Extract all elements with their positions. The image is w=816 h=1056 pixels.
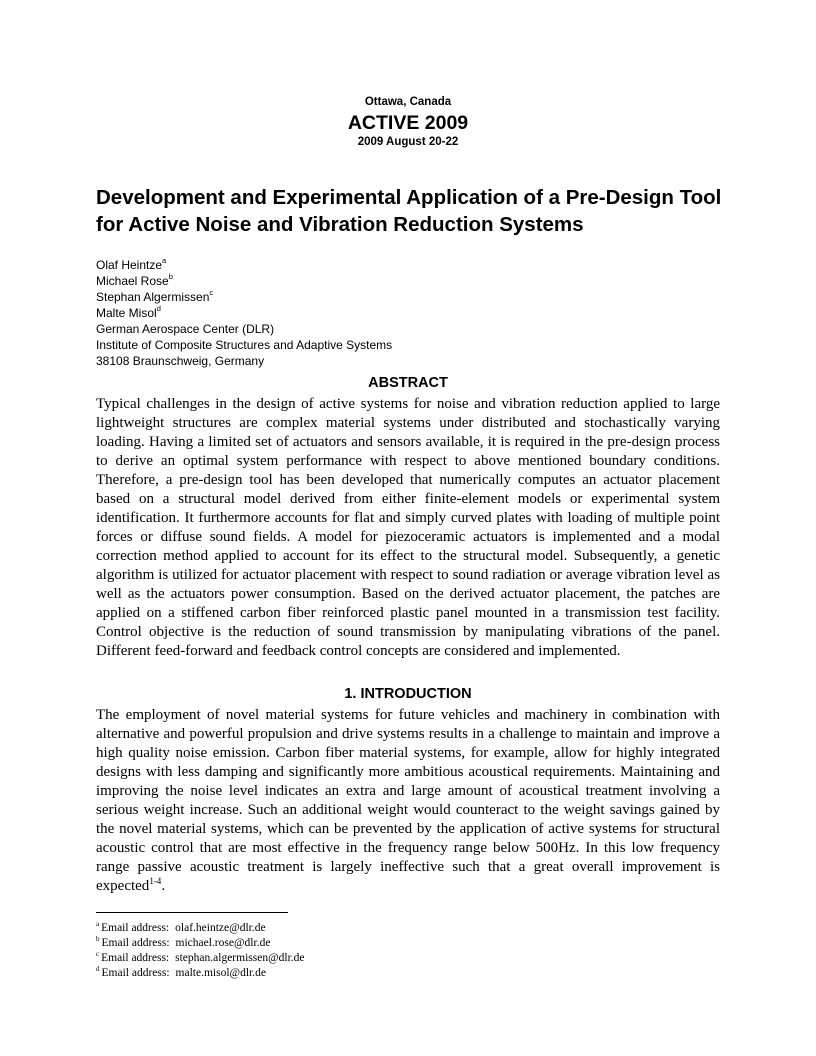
- introduction-body: The employment of novel material systems for future vehicles and machinery in combination with alternative and powerful propulsion and drive systems results in a challenge to maintain and improve a high quality noise emission. Carbon fiber material systems, for example, allow for highly integrated designs with less damping and significantly more ambitious acoustical requirements. Maintaining and improving the noise level indicates an extra and large amount of acoustical treatment involving a serious weight increase. Such an additional weight would counteract to the weight savings gained by the novel material systems, which can be prevented by the application of active systems for structural acoustic control that are most effective in the frequency range below 500Hz. In this low frequency range passive acoustic treatment is largely ineffective such that a great overall improvement is expected: [96, 707, 720, 894]
- abstract-heading: ABSTRACT: [368, 375, 448, 391]
- citation-ref[interactable]: 1-4: [149, 876, 162, 886]
- author: Stephan Algermissen$^c$: [96, 288, 214, 304]
- conference-location: Ottawa, Canada: [364, 96, 452, 108]
- introduction-text: [96, 706, 720, 896]
- email-link[interactable]: stephan.algermissen@dlr.de: [175, 952, 305, 964]
- affiliation-address: 38108 Braunschweig, Germany: [96, 354, 265, 368]
- footnote: $^a$ Email address: olaf.heintze@dlr.de: [96, 920, 266, 934]
- introduction-heading: 1. INTRODUCTION: [344, 686, 472, 702]
- affiliation-institute: Institute of Composite Structures and Adaptive Systems: [96, 338, 393, 352]
- email-link[interactable]: malte.misol@dlr.de: [175, 967, 266, 979]
- footnotes: [96, 921, 305, 981]
- author-mark: b: [168, 272, 173, 281]
- author-mark: a: [162, 256, 167, 265]
- affiliation-organization: German Aerospace Center (DLR): [96, 322, 275, 336]
- author: Michael Rose$^b$: [96, 272, 173, 288]
- email-link[interactable]: olaf.heintze@dlr.de: [175, 922, 266, 934]
- author: Olaf Heintze$^a$: [96, 256, 167, 272]
- footnote: $^b$ Email address: michael.rose@dlr.de: [96, 935, 271, 949]
- email-link[interactable]: michael.rose@dlr.de: [175, 937, 271, 949]
- introduction-tail: .: [161, 878, 166, 894]
- conference-name: ACTIVE 2009: [347, 112, 469, 134]
- footnote-divider: [96, 912, 288, 913]
- author-mark: d: [156, 304, 161, 313]
- paper-title: Development and Experimental Application of a Pre-Design Tool for Active Noise and Vibration Reduction Systems: [96, 186, 722, 236]
- footnote: $^d$ Email address: malte.misol@dlr.de: [96, 965, 266, 979]
- author: Malte Misol$^d$: [96, 304, 161, 320]
- conference-date: 2009 August 20-22: [357, 136, 459, 148]
- footnote: $^c$ Email address: stephan.algermissen@dlr.de: [96, 950, 305, 964]
- abstract-text: Typical challenges in the design of active systems for noise and vibration reduction applied to large lightweight structures are complex material systems under distributed and stochastically varying loading. Having a limited set of actuators and sensors available, it is required in the pre-design process to derive an optimal system performance with respect to above mentioned boundary conditions. Therefore, a pre-design tool has been developed that numerically computes an actuator placement based on a structural model derived from either finite-element models or experimental system identification. It furthermore accounts for flat and simply curved plates with loading of multiple point forces or diffuse sound fields. A model for piezoceramic actuators is implemented and a modal correction method applied to account for its effect to the structural model. Subsequently, a genetic algorithm is utilized for actuator placement with respect to sound radiation or average vibration level as well as the actuators power consumption. Based on the derived actuator placement, the patches are applied on a stiffened carbon fiber reinforced plastic panel mounted in a transmission test facility. Control objective is the reduction of sound transmission by manipulating vibrations of the panel. Different feed-forward and feedback control concepts are considered and implemented.: [96, 396, 720, 659]
- author-block: [96, 257, 392, 369]
- author-mark: c: [209, 288, 214, 297]
